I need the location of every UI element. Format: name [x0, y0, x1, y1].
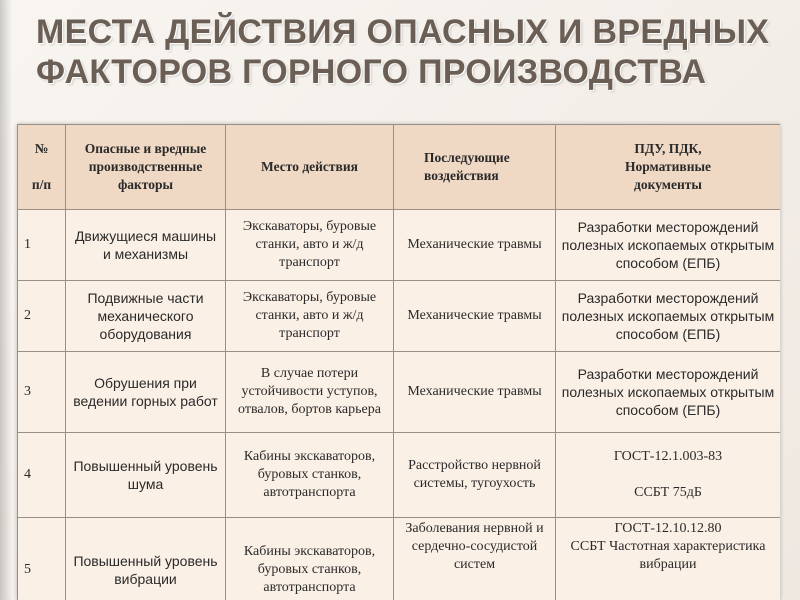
cell-effect: Заболевания нервной и сердечно-сосудистой систем [394, 518, 556, 600]
cell-factor: Подвижные части механического оборудования [66, 281, 226, 352]
header-place: Место действия [226, 125, 394, 210]
cell-num: 2 [18, 281, 66, 352]
cell-doc: Разработки месторождений полезных ископаемых открытым способом (ЕПБ) [556, 352, 781, 433]
cell-effect: Расстройство нервной системы, тугоухость [394, 433, 556, 518]
header-num: № п/п [18, 125, 66, 210]
cell-place: В случае потери устойчивости уступов, отвалов, бортов карьера [226, 352, 394, 433]
cell-factor: Повышенный уровень шума [66, 433, 226, 518]
table-header-row [18, 125, 781, 210]
cell-num: 5 [18, 518, 66, 600]
cell-doc: ГОСТ-12.10.12.80 ССБТ Частотная характеристика вибрации [556, 518, 781, 600]
factors-table [17, 124, 780, 600]
cell-place: Кабины экскаваторов, буровых станков, автотранспорта [226, 433, 394, 518]
table-row [18, 281, 781, 352]
cell-factor: Движущиеся машины и механизмы [66, 210, 226, 281]
cell-doc: Разработки месторождений полезных ископаемых открытым способом (ЕПБ) [556, 210, 781, 281]
header-docs: ПДУ, ПДК, Нормативные документы [556, 125, 781, 210]
cell-place: Кабины экскаваторов, буровых станков, автотранспорта [226, 518, 394, 600]
cell-effect: Механические травмы [394, 281, 556, 352]
cell-place: Экскаваторы, буровые станки, авто и ж/д транспорт [226, 210, 394, 281]
cell-num: 1 [18, 210, 66, 281]
slide-title: МЕСТА ДЕЙСТВИЯ ОПАСНЫХ И ВРЕДНЫХ ФАКТОРОВ ГОРНОГО ПРОИЗВОДСТВА [36, 13, 770, 91]
factors-table-container [17, 124, 780, 600]
cell-effect: Механические травмы [394, 352, 556, 433]
cell-place: Экскаваторы, буровые станки, авто и ж/д транспорт [226, 281, 394, 352]
cell-doc: Разработки месторождений полезных ископаемых открытым способом (ЕПБ) [556, 281, 781, 352]
table-row [18, 210, 781, 281]
table-row [18, 518, 781, 600]
header-factors: Опасные и вредные производственные факторы [66, 125, 226, 210]
cell-num: 4 [18, 433, 66, 518]
cell-doc: ГОСТ-12.1.003-83 ССБТ 75дБ [556, 433, 781, 518]
table-row [18, 352, 781, 433]
cell-factor: Повышенный уровень вибрации [66, 518, 226, 600]
slide-edge-shadow [0, 0, 12, 600]
cell-factor: Обрушения при ведении горных работ [66, 352, 226, 433]
cell-num: 3 [18, 352, 66, 433]
cell-effect: Механические травмы [394, 210, 556, 281]
header-effects: Последующие воздействия [394, 125, 556, 210]
table-row [18, 433, 781, 518]
